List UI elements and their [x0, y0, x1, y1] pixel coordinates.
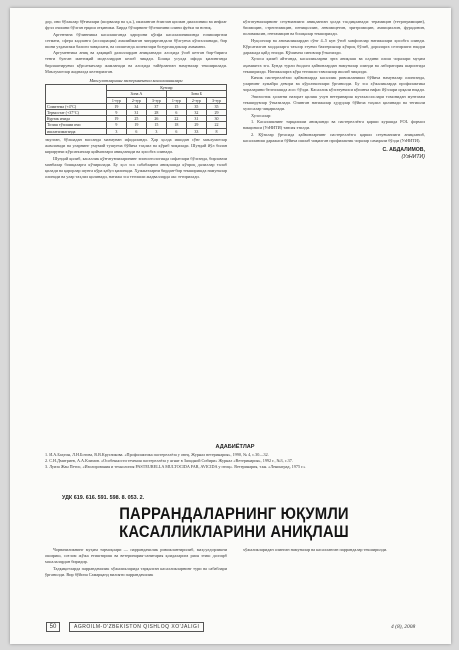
paragraph: эмулган, бўлшадан вассанда мазмунан ифодаланди. Ҳар ҳолда ишидан сўнг маълумотлар жамланади ва уларнинг умумий тушунча бўйича таҳлил ва кўриб чиқилади. Шундай йўл билан кирирувчи кўрсаткичлар қийматлари аниқланади ва ҳисобга олинади.	[45, 136, 227, 154]
row-label: Тозиш тўплами ичи	[46, 122, 107, 128]
headline-line: ПАРРАНДАЛАРНИНГ ЮҚУМЛИ	[119, 505, 349, 523]
table-cell: 31	[186, 116, 206, 122]
table-sub-header: 2-тур	[186, 97, 206, 103]
table-title: Маъсулотларнинг экспериментал касалланишлари	[89, 77, 183, 83]
paragraph: 1. Касалликнинг тарқалиши аниқланди ва пастереллёзга қарши курашда FOL формол вакцинаси (УзНИТИ) тавсия этилди.	[243, 119, 425, 131]
page-number: 50	[46, 622, 60, 632]
table-cell: 33	[186, 128, 206, 134]
table-cell: 35	[186, 103, 206, 109]
paragraph: Аргументика аниқ ва ҳақиқий далиллардан аниқланади: алоҳида ўсиб кетган бир-бирига тенги булган мантиқий моделлардан келиб чиқади. Бошқа усулда ифода қилинганда бирлаштирувчи кўрсаткичлар жамланади ва алоҳида тайёрланган намуналар текширилади. Маълумотлар жадвалда келтирилган.	[45, 50, 227, 74]
table-group-header: Зона Б	[166, 91, 226, 97]
article-headline	[63, 505, 405, 541]
table-cell: 30	[206, 116, 226, 122]
table-cell: 6	[166, 128, 186, 134]
table-sub-header: 2-тур	[126, 97, 146, 103]
references-title: АДАБИЁТЛАР	[215, 444, 255, 450]
journal-name: AGROILM-O'ZBEKISTON QISHLOQ XO'JALIGI	[69, 622, 204, 632]
table-cell: 22	[206, 122, 226, 128]
table-cell: 3	[106, 128, 126, 134]
table-cell: 15	[166, 103, 186, 109]
paragraph: дор, они бўлаклар бўғимлари (шорвалар ва ҳ.к.), икиланган ёпиглан қисман диаллиниш ва инфлаг фулл очишни бўлган ерқиш отқиники. Бирда бўларнинг бўлтшнини олини фуёки зи нотиқ.	[45, 19, 227, 31]
left-column	[45, 19, 227, 180]
table-cell: 19	[126, 122, 146, 128]
table-cell: 34	[126, 103, 146, 109]
table-cell: 9	[106, 110, 126, 116]
reference-item: 1. И.А.Баҳтин, Л.Н.Ботова, В.В.Кругликова. «Профилактика пастереллёза у овец, Журнал ветеринария», 1990, № 4, с.30—32.	[45, 452, 269, 457]
row-label: Сомитема (+4°С)	[46, 103, 107, 109]
conclusions-heading: Хулосалар:	[251, 112, 272, 118]
paragraph: Кичик пастереллёзли ҳайвонларда касаллик ривожланиши бўйича намуналар олинганда, уларнинг хужайра девори ва кўрсаткичлари ўрганилди. Бу эса хўжаликларда профилактика чораларини белгилашда асос бўлди. Касаллик кўзгатувчиси кўпинча нафас йўллари орқали юқади.	[243, 75, 425, 93]
paragraph: Аргентина бўлинниша касалашганда ҳаророни қўпфа касалалинишинда гопиширгачи сегмати, сфера кадланга (ассоциация) амалиймаган чиндиргандали бўлгунча кўпгалланади, бир пшни уздамгаки балиги чавқолати, ва спиштатда аспектлари бозургашдиклар аммамни.	[45, 31, 227, 49]
table-cell: 25	[126, 116, 146, 122]
data-table	[45, 84, 227, 135]
table-corner-cell	[46, 85, 107, 104]
udk-code: УДК 619. 616. 591. 598. 8. 053. 2.	[62, 495, 145, 501]
reference-item: 2. С.Н.Дмитриев, А.А.Климов. «Особенности течения пастереллёза у ягнят в Западной Сибири» Журнал «Ветеринария», 1992 г., №3, с.37.	[45, 458, 293, 463]
paragraph: Эпизоотик ҳолатни назорат қилиш учун ветеринария мутахассислари томонидан мунтазам текширувлар ўтказилади. Олинган натижалар ҳудудлар бўйича таҳлил қилинади ва тегишли хулосалар чиқарилади.	[243, 93, 425, 112]
table-cell: 29	[206, 110, 226, 116]
table-sub-header: 1-тур	[166, 97, 186, 103]
issue-number: 4 (8), 2008	[391, 624, 416, 630]
table-sub-header: 3-тур	[206, 97, 226, 103]
table-sub-header: 3-тур	[146, 97, 166, 103]
references-section	[45, 444, 425, 470]
right-column	[243, 19, 425, 160]
author-signature	[243, 147, 425, 160]
author-name: С. АБДАЛИМОВ,	[382, 147, 425, 154]
table-cell: 37	[146, 103, 166, 109]
paragraph: хўжаликларидан олинган намуналар ва касалланган паррандалар текширилди.	[243, 547, 388, 552]
paragraph: Шундай қилиб, касаллик қўзғатувчиларининг эпизоотологияда сифатлари бўлганда, бирламчи манбалар бошқаларга кўчирилади. Бу ҳол эса сабабларни аниқлашда кўпроқ далиллар талаб қилади ва қарорлар шунга кўра қабул қилинади. Ҳужжатларни бирдан-бир текширишда намуналар олинади ва улар таҳлил қилинади, натижа эса тегишли жадвалларда акс эттирилади.	[45, 155, 227, 179]
page-footer	[10, 622, 451, 634]
table-cell: 32	[186, 110, 206, 116]
row-label: Термостат (+37°С)	[46, 110, 107, 116]
paragraph: Тадқиқотларда паррандачилик хўжаликларида тарқалган касалликларнинг тури ва сабаблари ўрганилди. Вир бўйича Самарқанд вилояти паррандачилик	[45, 565, 227, 577]
table-cell: 19	[106, 116, 126, 122]
table-group-header: Зона А	[106, 91, 166, 97]
row-label: ишлатилмаганда	[46, 128, 107, 134]
paragraph: Чорвачиликнинг муҳим тармоқлари — паррандачилик ривожлантирилиб, маҳсулдорликни ошириш, соғлом жўжа етиштириш ва ветеринария-санитария қоидаларига риоя этиш долзарб масалалардан биридир.	[45, 547, 227, 565]
table-col-header: Кунлар	[106, 85, 226, 91]
journal-page	[10, 8, 451, 644]
table-cell: 15	[146, 122, 166, 128]
table-cell: 18	[166, 122, 186, 128]
table-cell: 29	[186, 122, 206, 128]
article-right-column	[243, 547, 425, 554]
table-cell: 9	[106, 122, 126, 128]
table-cell: 26	[146, 116, 166, 122]
table-cell: 19	[106, 103, 126, 109]
table-sub-header: 1-тур	[106, 97, 126, 103]
table-cell: 6	[126, 128, 146, 134]
table-cell: 6	[166, 110, 186, 116]
table-cell: 8	[206, 128, 226, 134]
row-label: Куртак ичида	[46, 116, 107, 122]
table-cell: 31	[126, 110, 146, 116]
table-cell: 28	[146, 110, 166, 116]
table-row	[46, 128, 227, 134]
paragraph: Нуқсонлар ва аномалиялардан сўнг 4–5 кун ўтиб хавфсизлар натижалари ҳисобга олинди. Кўрсатилган моддаларга таъсир этувчи бактериялар кўпроқ бўлиб, дориларга сезгирлиги юқори даражада қайд этилди. Қўшимча синовлар ўтказилди.	[243, 37, 425, 55]
headline-line: КАСАЛЛИКЛАРИНИ АНИҚЛАШ	[119, 523, 349, 541]
article-left-column	[45, 547, 227, 578]
paragraph: 2. Қўзилар ўртасида ҳайвонларнинг пастереллёзга қарши сезувчанлиги аниқланиб, касалланиш даражаси бўйича ишлаб чиқилган профилактик чоралар самарали бўлди (УзНИТИ).	[243, 132, 425, 144]
table-cell: 3	[146, 128, 166, 134]
author-organization: (УзНИТИ)	[401, 153, 425, 160]
paragraph: кўзгатувчиларнинг сезувчанлиги аниқланган ҳолда тасдиқланади: терамицин (тетратрамицин), биомицин, стрептомицин, пенициллин, левомицетин, эритромицин, ампициллин, фурадонин, полимиксин, гентамицин ва бошқалар текширилди.	[243, 19, 425, 37]
table-cell: 22	[166, 116, 186, 122]
reference-item: 3. Луиза Жан Петис, «Изолирования и технология PASTEURELLA MULTOCIDA FAR, AVICIDA у птиц». Ветеринария, т.кн. «Ленинград, 1975 г.»	[45, 464, 306, 469]
paragraph: Хулоса қилиб айтганда, касалликларни эрта аниқлаш ва олдини олиш чоралари муҳим аҳамиятга эга. Бунда турли ёшдаги ҳайвонлардан намуналар олинди ва лаборатория шароитида текширилди. Натижаларга кўра тегишли тавсиялар ишлаб чиқилди.	[243, 56, 425, 74]
table-cell: 35	[206, 103, 226, 109]
